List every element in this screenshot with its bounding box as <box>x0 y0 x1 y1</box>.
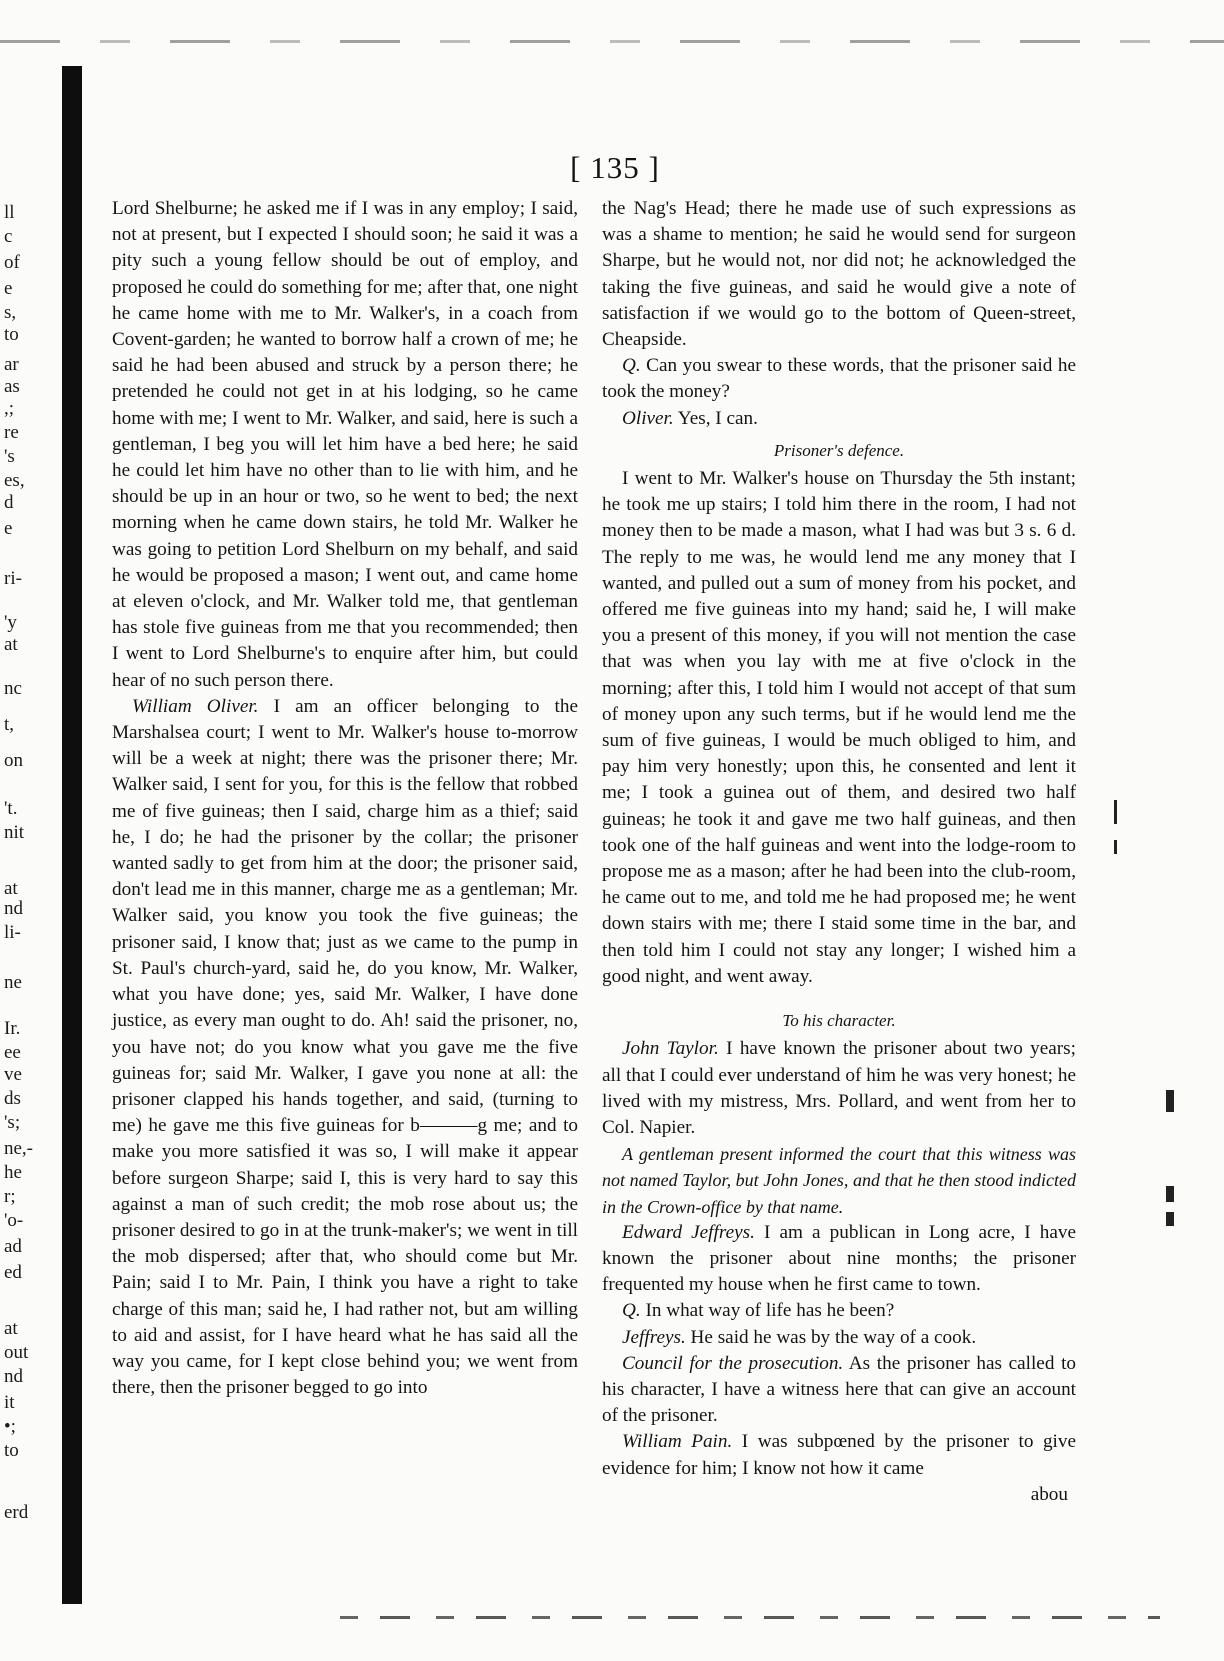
spacer <box>602 990 1076 1002</box>
margin-fragment: 't. <box>4 798 18 819</box>
margin-fragment: nd <box>4 1366 23 1387</box>
margin-fragment: c <box>4 226 13 247</box>
speaker-name: Council for the prosecution. <box>622 1352 844 1374</box>
margin-fragment: re <box>4 422 19 443</box>
margin-fragment: ne,- <box>4 1138 34 1159</box>
right-edge-marks <box>1164 0 1224 1661</box>
margin-fragment: ad <box>4 1236 22 1257</box>
testimony-text: I was subpœned by the prisoner to give evidence for him; I know not how it came <box>602 1431 1076 1479</box>
margin-fragment: Ir. <box>4 1018 21 1039</box>
margin-fragment: ee <box>4 1042 21 1063</box>
speaker-name: Oliver. <box>622 407 674 429</box>
margin-fragment: nc <box>4 678 22 699</box>
oliver-testimony <box>112 694 578 1401</box>
margin-fragment: ri- <box>4 568 22 589</box>
margin-fragment: on <box>4 750 23 771</box>
answer <box>602 406 1076 432</box>
council-statement <box>602 1351 1076 1430</box>
section-heading-character: To his character. <box>782 1011 896 1031</box>
question-text: Can you swear to these words, that the prisoner said he took the money? <box>602 355 1076 403</box>
margin-fragment: at <box>4 634 18 655</box>
question-label: Q. <box>622 1300 641 1322</box>
margin-fragment: ne <box>4 972 22 993</box>
margin-fragment: to <box>4 324 19 345</box>
margin-fragment: 'y <box>4 612 17 633</box>
margin-fragment: at <box>4 878 18 899</box>
margin-fragment: 'o- <box>4 1210 24 1231</box>
margin-fragment: at <box>4 1318 18 1339</box>
scan-mark <box>1166 1090 1174 1112</box>
margin-fragment: out <box>4 1342 29 1363</box>
question <box>602 1298 1076 1324</box>
speaker-name: John Taylor. <box>622 1038 719 1060</box>
margin-fragment: as <box>4 376 20 397</box>
margin-fragment: ,; <box>4 398 15 419</box>
scan-mark <box>1166 1212 1174 1226</box>
margin-fragment: ar <box>4 354 19 375</box>
margin-fragment: of <box>4 252 20 273</box>
margin-fragment: r; <box>4 1186 16 1207</box>
margin-fragment: e <box>4 278 13 299</box>
left-column <box>112 196 578 1401</box>
pain-testimony <box>602 1429 1076 1481</box>
margin-fragment: t, <box>4 714 15 735</box>
margin-fragment: d <box>4 492 14 513</box>
testimony-text: As the prisoner has called to his character, I have a witness here that can give an account of the prisoner. <box>602 1352 1076 1427</box>
margin-fragment: nd <box>4 898 23 919</box>
answer-text: He said he was by the way of a cook. <box>685 1326 977 1348</box>
margin-fragment: erd <box>4 1502 29 1523</box>
scan-mark <box>1114 800 1117 824</box>
speaker-name: Jeffreys. <box>622 1326 686 1348</box>
defence-paragraph: I went to Mr. Walker's house on Thursday the 5th instant; he took me up stairs; I told him there in the room, I had not money then to be made a mason, what I had was but 3 s. 6 d. The reply to me was, he would lend me any money that I wanted, and pulled out a sum of money from his pocket, and offered me five guineas into my hand; said he, I will make you a present of this money, if you will not mention the case that was when you lay with me at five o'clock in the morning; after this, I told him I would not accept of that sum of money upon any such terms, but if he would lend me the sum of five guineas, I would be much obliged to him, and pay him very honestly; upon this, he consented and lent it me; I took a guinea out of them, and desired two half guineas; he took it and gave me two half guineas, and then took one of the half guineas and went into the lodge-room to propose me as a mason; after he had been into the club-room, he came out to me, and told me he had proposed me; he went down stairs with me; there I staid some time in the bar, and then told him I could not stay any longer; I wished him a good night, and went away. <box>602 468 1076 987</box>
page-number: [ 135 ] <box>570 150 660 185</box>
testimony-paragraph: Lord Shelburne; he asked me if I was in any employ; I said, not at present, but I expected I should soon; he said it was a pity such a young fellow should be out of employ, and proposed he could do something for me; after that, one night he came home with me to Mr. Walker's, in a coach from Covent-garden; he wanted to borrow half a crown of me; he said he had been abused and struck by a person there; he pretended he could not get in at his lodging, so he came home with me; I went to Mr. Walker, and said, here is such a gentleman, I beg you will let him have a bed here; he said he could let him have no other than to lie with him, and he should be up in an hour or two, so he went to bed; the next morning when he came down stairs, he told Mr. Walker he was going to petition Lord Shelburn on my behalf, and said he would be proposed a mason; I went out, and came home at eleven o'clock, and Mr. Walker told me, that gentleman has stole five guineas from me that you recommended; then I went to Lord Shelburne's to enquire after him, but could hear of no such person there. <box>112 198 578 691</box>
margin-fragment: s, <box>4 302 17 323</box>
speaker-name: Edward Jeffreys. <box>622 1221 755 1243</box>
testimony-text: I am a publican in Long acre, I have known the prisoner about nine months; the prisoner frequented my house when he first came to town. <box>602 1221 1076 1296</box>
testimony-text: I am an officer belonging to the Marshalsea court; I went to Mr. Walker's house to-morrow will be a week at night; there was the prisoner there; Mr. Walker said, I sent for you, for this is the fellow that robbed me of five guineas; then I said, charge him as a thief; said he, I do; he had the prisoner by the collar; the prisoner wanted sadly to get from him at the door; the prisoner said, don't lead me in this manner, charge me as a gentleman; Mr. Walker said, you know you took the five guineas; the prisoner said, I know that; just as we came to the pump in St. Paul's church-yard, said he, do you know, Mr. Walker, what you have done; yes, said Mr. Walker, I have done justice, as every man ought to do. Ah! said the prisoner, no, you have not; do you know what you gave me the five guineas for; said Mr. Walker, I gave you none at all: the prisoner clapped his hands together, and said, (turning to me) he gave me this five guineas for b———g me; and to make you more satisfied it was so, I will make it appear before surgeon Sharpe; said I, this is very hard to say this against a man of such credit; the mob rose about us; the prisoner desired to go in at the trunk-maker's; we went in till the mob dispersed; after that, who should come but Mr. Pain; said I to Mr. Pain, I think you have a right to take charge of this man; said he, I had rather not, but am willing to aid and assist, for I have heard what he has said all the way you came, for I kept close behind you; we went from there, then the prisoner begged to go into <box>112 695 578 1399</box>
answer <box>602 1325 1076 1351</box>
court-note: A gentleman present informed the court that this witness was not named Taylor, but John Jones, and that he then stood indicted in the Crown-office by that name. <box>602 1144 1076 1217</box>
right-column <box>602 196 1076 1508</box>
margin-fragment: ds <box>4 1088 21 1109</box>
scan-mark <box>1114 840 1117 854</box>
margin-fragment: he <box>4 1162 22 1183</box>
testimony-paragraph: the Nag's Head; there he made use of such expressions as was a shame to mention; he said he would send for surgeon Sharpe, but he would not, nor did not; he acknowledged the taking the five guineas, and said he would give a note of satisfaction if we would go to the bottom of Queen-street, Cheapside. <box>602 198 1076 351</box>
margin-fragment: ed <box>4 1262 22 1283</box>
scan-mark <box>1166 1186 1174 1202</box>
question <box>602 353 1076 405</box>
top-scan-rule <box>0 40 1224 43</box>
margin-fragment: 's <box>4 446 15 467</box>
margin-fragment: e <box>4 518 13 539</box>
section-heading-defence: Prisoner's defence. <box>773 440 905 460</box>
testimony-text: I have known the prisoner about two years; all that I could ever understand of him he was very honest; he lived with my mistress, Mrs. Pollard, and went from her to Col. Napier. <box>602 1038 1076 1138</box>
jeffreys-testimony <box>602 1220 1076 1299</box>
margin-fragment: li- <box>4 922 21 943</box>
bottom-scan-rule <box>340 1616 1160 1619</box>
catchword: abou <box>1030 1483 1068 1505</box>
margin-fragment: ll <box>4 202 15 223</box>
question-text: In what way of life has he been? <box>640 1300 895 1322</box>
speaker-name: William Oliver. <box>132 695 259 717</box>
speaker-name: William Pain. <box>622 1431 733 1453</box>
taylor-testimony <box>602 1036 1076 1141</box>
margin-fragment: ve <box>4 1064 22 1085</box>
answer-text: Yes, I can. <box>673 407 758 429</box>
book-spine-shadow <box>62 66 82 1604</box>
margin-fragment: nit <box>4 822 25 843</box>
margin-fragment: es, <box>4 470 25 491</box>
margin-fragment: it <box>4 1392 15 1413</box>
margin-fragment: 's; <box>4 1112 21 1133</box>
question-label: Q. <box>622 355 641 377</box>
margin-fragment: •; <box>4 1416 16 1437</box>
facing-page-margin <box>0 200 46 1600</box>
margin-fragment: to <box>4 1440 19 1461</box>
